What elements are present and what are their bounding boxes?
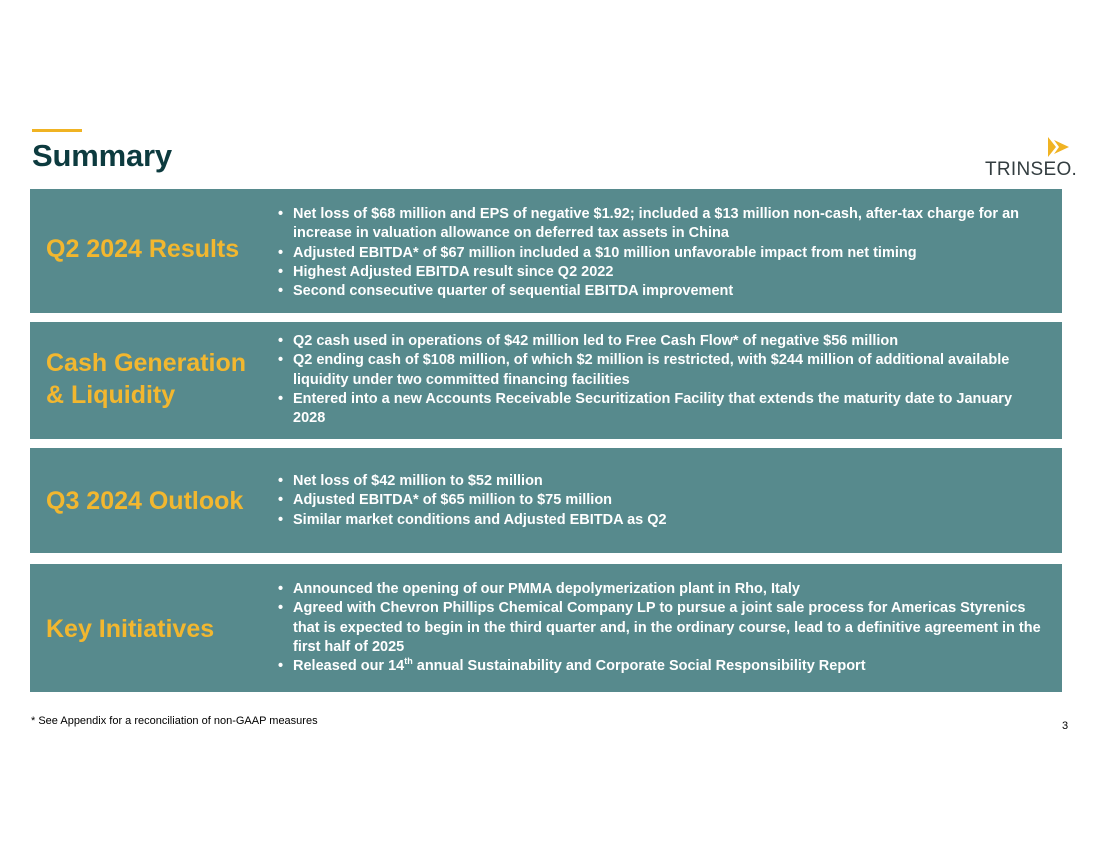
list-item: • Similar market conditions and Adjusted EBITDA as Q2 xyxy=(278,511,1048,530)
panel-q2-results xyxy=(30,189,1062,313)
panel-key-initiatives xyxy=(30,564,1062,692)
panel-label-line: & Liquidity xyxy=(46,381,176,409)
list-item: • Adjusted EBITDA* of $65 million to $75 million xyxy=(278,491,1048,510)
bullet-list xyxy=(278,580,1048,676)
bullet-text: Released our 14 xyxy=(293,658,405,675)
ordinal-superscript: th xyxy=(404,656,413,667)
list-item: • Q2 ending cash of $108 million, of which $2 million is restricted, with $244 million of additional available liquidity under two committed financing facilities xyxy=(278,351,1048,390)
bullet-text: annual Sustainability and Corporate Social Responsibility Report xyxy=(412,658,866,675)
logo-text: TRINSEO. xyxy=(985,159,1078,180)
page-number: 3 xyxy=(1062,720,1069,732)
list-item: • Net loss of $68 million and EPS of negative $1.92; included a $13 million non-cash, after-tax charge for an increase in valuation allowance on deferred tax assets in China xyxy=(278,205,1048,244)
panel-cash-generation xyxy=(30,322,1062,439)
list-item xyxy=(278,657,1048,676)
bullet-list xyxy=(278,205,1048,301)
list-item: • Q2 cash used in operations of $42 million led to Free Cash Flow* of negative $56 million xyxy=(278,332,1048,351)
panel-label: Q2 2024 Results xyxy=(46,235,240,263)
panel-label xyxy=(46,347,246,411)
list-item: • Announced the opening of our PMMA depolymerization plant in Rho, Italy xyxy=(278,580,1048,599)
list-item: • Net loss of $42 million to $52 million xyxy=(278,472,1048,491)
panel-label: Key Initiatives xyxy=(46,615,215,643)
trinseo-logo xyxy=(985,137,1078,182)
list-item: • Highest Adjusted EBITDA result since Q2 2022 xyxy=(278,263,1048,282)
list-item: • Second consecutive quarter of sequential EBITDA improvement xyxy=(278,282,1048,301)
footnote: * See Appendix for a reconciliation of non-GAAP measures xyxy=(31,715,318,727)
list-item: • Entered into a new Accounts Receivable Securitization Facility that extends the maturity date to January 2028 xyxy=(278,390,1048,429)
list-item: • Agreed with Chevron Phillips Chemical Company LP to pursue a joint sale process for Americas Styrenics that is expected to begin in the third quarter and, in the ordinary course, lead to a definitive agreement in the first half of 2025 xyxy=(278,599,1048,657)
panel-label-line: Cash Generation xyxy=(46,349,247,377)
panel-label: Q3 2024 Outlook xyxy=(46,487,244,515)
page-title: Summary xyxy=(32,138,172,173)
title-accent-line xyxy=(32,129,82,132)
bullet-list xyxy=(278,472,1048,530)
logo-arrow-icon xyxy=(1048,137,1070,157)
panel-q3-outlook xyxy=(30,448,1062,553)
bullet-list xyxy=(278,332,1048,428)
list-item: • Adjusted EBITDA* of $67 million included a $10 million unfavorable impact from net timing xyxy=(278,244,1048,263)
